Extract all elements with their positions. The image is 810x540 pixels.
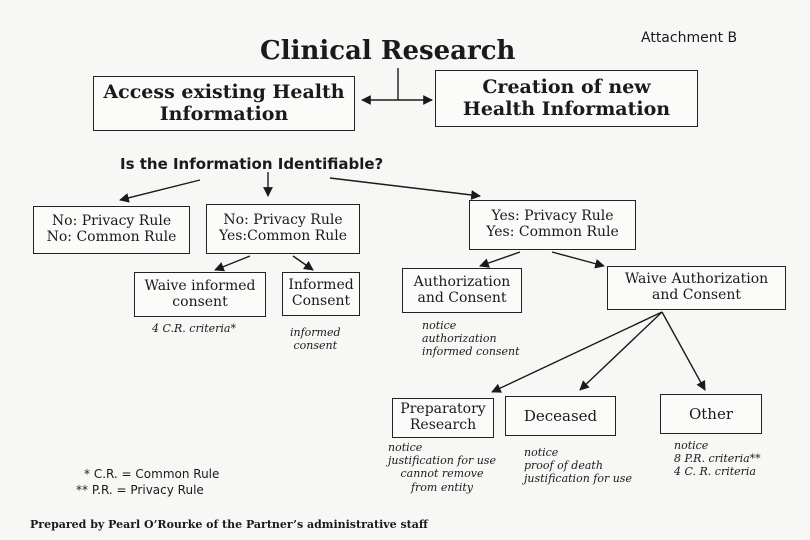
note-authorization-line3: informed consent (422, 345, 520, 359)
branch-deceased (580, 312, 662, 390)
note-authorization-line2: authorization (422, 332, 497, 346)
branch-waive-informed (215, 256, 250, 270)
legend-common-rule: * C.R. = Common Rule (84, 467, 220, 481)
branch-waive-authorization (552, 252, 604, 266)
box-no-yes-line2: Yes:Common Rule (218, 228, 348, 244)
footer-credit: Prepared by Pearl O’Rourke of the Partner’s administrative staff (30, 518, 428, 531)
box-waive-informed-line2: consent (172, 293, 228, 310)
note-other-line3: 4 C. R. criteria (674, 465, 756, 479)
box-yes-yes-line2: Yes: Common Rule (486, 224, 619, 240)
note-other-line1: notice (674, 439, 709, 452)
note-informed-line1: informed (290, 326, 341, 339)
note-cr-criteria (152, 322, 236, 335)
box-preparatory-line2: Research (409, 417, 477, 433)
box-informed-line2: Consent (291, 293, 351, 309)
box-authorization-line1: Authorization (413, 273, 511, 290)
legend-privacy-rule: ** P.R. = Privacy Rule (76, 483, 204, 498)
box-no-yes (206, 204, 360, 254)
box-authorization-line2: and Consent (417, 289, 507, 306)
note-informed-line2: consent (293, 339, 338, 353)
box-waive-informed (134, 272, 266, 317)
note-preparatory-line3: cannot remove (400, 467, 484, 481)
box-yes-yes-line1: Yes: Privacy Rule (491, 208, 614, 225)
box-no-no (33, 206, 190, 254)
note-deceased-line3: justification for use (524, 472, 632, 486)
page-title: Clinical Research (260, 36, 516, 66)
question-label: Is the Information Identifiable? (120, 155, 384, 173)
note-preparatory (388, 441, 496, 494)
branch-informed (293, 256, 313, 270)
branch-authorization (480, 252, 520, 266)
note-deceased (524, 446, 632, 486)
box-deceased (505, 396, 616, 436)
note-informed-consent (290, 326, 341, 352)
attachment-label: Attachment B (641, 30, 738, 46)
box-informed (282, 272, 360, 316)
note-deceased-line2: proof of death (524, 459, 603, 473)
box-deceased-line1: Deceased (523, 406, 598, 425)
note-authorization (422, 319, 520, 359)
box-waive-informed-line1: Waive informed (144, 277, 256, 294)
box-no-no-line1: No: Privacy Rule (51, 213, 172, 230)
note-other (674, 439, 761, 479)
box-no-yes-line1: No: Privacy Rule (223, 212, 343, 229)
box-preparatory-research (392, 398, 494, 438)
box-authorization (402, 268, 522, 313)
box-other (660, 394, 762, 434)
box-access-existing (93, 76, 355, 131)
note-preparatory-line2: justification for use (388, 454, 496, 468)
legend (76, 466, 219, 498)
box-preparatory-line1: Preparatory (400, 401, 486, 418)
box-waive-authorization-line1: Waive Authorization (624, 271, 769, 288)
branch-other (662, 312, 705, 390)
branch-right (330, 178, 480, 196)
box-access-existing-line1: Access existing Health (103, 81, 345, 104)
box-creation-new-line2: Health Information (462, 97, 671, 120)
box-no-no-line2: No: Common Rule (46, 229, 177, 245)
box-creation-new (435, 70, 698, 127)
branch-left (120, 180, 200, 200)
box-waive-authorization (607, 266, 786, 310)
note-authorization-line1: notice (422, 319, 457, 332)
note-deceased-line1: notice (524, 446, 559, 459)
box-yes-yes (469, 200, 636, 250)
note-preparatory-line4: from entity (410, 480, 473, 494)
note-cr-criteria-line1: 4 C.R. criteria* (152, 322, 236, 335)
box-informed-line1: Informed (288, 277, 354, 294)
box-waive-authorization-line2: and Consent (651, 287, 742, 303)
note-preparatory-line1: notice (388, 441, 423, 454)
box-other-line1: Other (688, 404, 734, 423)
note-other-line2: 8 P.R. criteria** (674, 452, 761, 466)
box-access-existing-line2: Information (159, 102, 289, 125)
box-creation-new-line1: Creation of new (482, 76, 651, 99)
